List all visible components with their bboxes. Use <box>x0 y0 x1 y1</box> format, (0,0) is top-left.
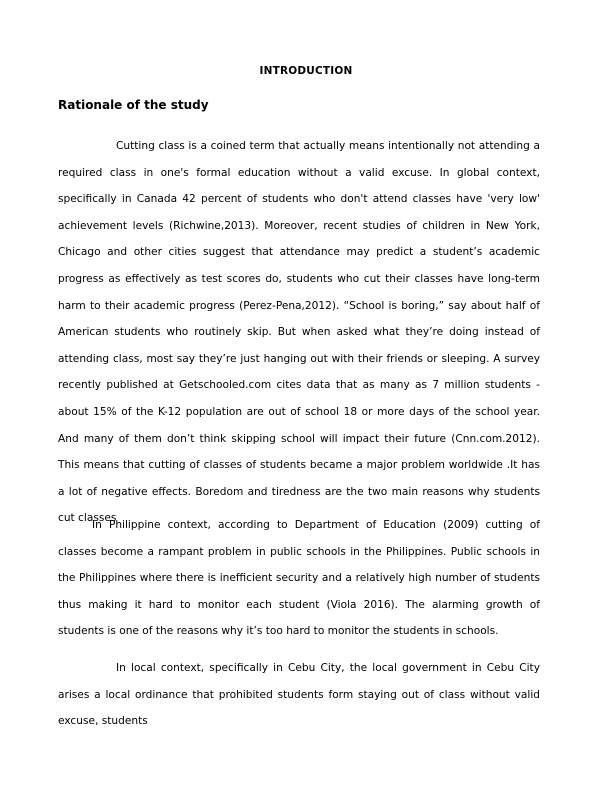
section-heading: Rationale of the study <box>58 98 209 112</box>
paragraph-global-context: Cutting class is a coined term that actually means intentionally not attending a required class in one's formal education without a valid excuse. In global context, specifically in Canada 42 percent of students who don't attend classes have 'very low' achievement levels (Richwine,2013). Moreover, recent studies of children in New York, Chicago and other cities suggest that attendance may predict a student’s academic progress as effectively as test scores do, students who cut their classes have long-term harm to their academic progress (Perez-Pena,2012). “School is boring,” say about half of American students who routinely skip. But when asked what they’re doing instead of attending class, most say they’re just hanging out with their friends or sleeping. A survey recently published at Getschooled.com cites data that as many as 7 million students - about 15% of the K-12 population are out of school 18 or more days of the school year. And many of them don’t think skipping school will impact their future (Cnn.com.2012). This means that cutting of classes of students became a major problem worldwide .It has a lot of negative effects. Boredom and tiredness are the two main reasons why students cut classes <box>58 140 540 525</box>
document-title: INTRODUCTION <box>259 65 353 77</box>
paragraph-philippine-context: In Philippine context, according to Department of Education (2009) cutting of classes become a rampant problem in public schools in the Philippines. Public schools in the Philippines where there is inefficient security and a relatively high number of students thus making it hard to monitor each student (Viola 2016). The alarming growth of students is one of the reasons why it’s too hard to monitor the students in schools. <box>58 519 540 638</box>
paragraph-local-context: In local context, specifically in Cebu City, the local government in Cebu City arises a local ordinance that prohibited students form staying out of class without valid excuse, students <box>58 662 540 728</box>
